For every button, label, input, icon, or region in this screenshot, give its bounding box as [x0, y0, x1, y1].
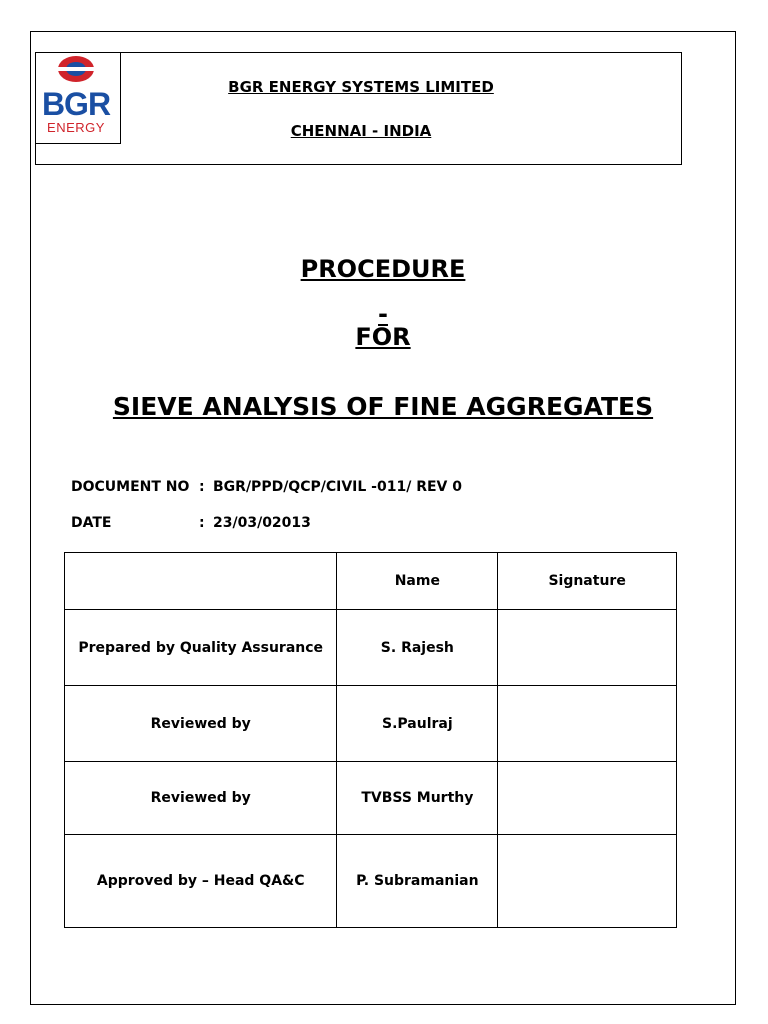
document-number-label: DOCUMENT NO [71, 479, 190, 495]
document-number-value: BGR/PPD/QCP/CIVIL -011/ REV 0 [213, 479, 462, 495]
separator: : [199, 479, 205, 495]
title-subject: SIEVE ANALYSIS OF FINE AGGREGATES [112, 392, 654, 421]
header-signature: Signature [498, 553, 677, 610]
signature-cell [498, 835, 677, 928]
company-location: CHENNAI - INDIA [290, 122, 432, 140]
logo-wordmark: BGR [41, 86, 111, 122]
company-logo [36, 53, 121, 144]
date-label: DATE [71, 515, 112, 531]
table-row [65, 835, 677, 928]
document-number-row [71, 479, 571, 499]
document-header [35, 52, 682, 165]
date-row [71, 515, 571, 535]
name-cell: S.Paulraj [337, 686, 498, 762]
role-cell: Prepared by Quality Assurance [65, 610, 337, 686]
role-cell: Approved by – Head QA&C [65, 835, 337, 928]
table-row [65, 610, 677, 686]
header-name: Name [337, 553, 498, 610]
title-dash: - [378, 300, 388, 328]
name-cell: S. Rajesh [337, 610, 498, 686]
signature-cell [498, 610, 677, 686]
table-header-row [65, 553, 677, 610]
role-cell: Reviewed by [65, 762, 337, 835]
company-name: BGR ENERGY SYSTEMS LIMITED [228, 78, 494, 96]
header-role [65, 553, 337, 610]
logo-subtext: ENERGY [47, 120, 105, 135]
date-value: 23/03/02013 [213, 515, 311, 531]
signature-cell [498, 762, 677, 835]
approval-table [64, 552, 677, 928]
title-procedure: PROCEDURE [300, 255, 466, 283]
table-row [65, 686, 677, 762]
title-for: FOR [355, 323, 411, 351]
name-cell: TVBSS Murthy [337, 762, 498, 835]
bgr-logo-icon [36, 53, 120, 143]
name-cell: P. Subramanian [337, 835, 498, 928]
separator: : [199, 515, 205, 531]
role-cell: Reviewed by [65, 686, 337, 762]
table-row [65, 762, 677, 835]
signature-cell [498, 686, 677, 762]
